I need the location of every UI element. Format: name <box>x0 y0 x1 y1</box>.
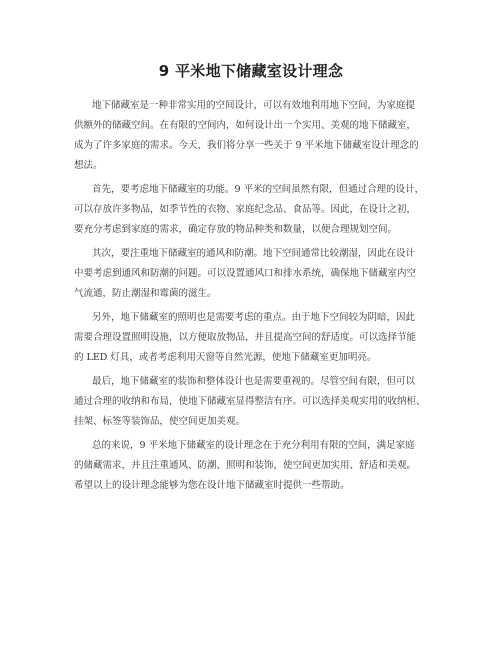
paragraph-line: 想法。 <box>74 160 103 171</box>
paragraph-line: 的 LED 灯具，或者考虑利用天窗等自然光源，使地下储藏室更加明亮。 <box>74 352 377 363</box>
paragraph-decoration <box>74 372 434 432</box>
paragraph-lighting <box>74 308 434 368</box>
paragraph-line: 中要考虑到通风和防潮的问题。可以设置通风口和排水系统，确保地下储藏室内空 <box>74 268 417 279</box>
paragraph-line: 总的来说，9 平米地下储藏室的设计理念在于充分利用有限的空间，满足家庭 <box>92 440 415 451</box>
paragraph-ventilation <box>74 244 434 304</box>
paragraph-intro <box>74 96 434 176</box>
paragraph-line: 通过合理的收纳和布局，使地下储藏室显得整洁有序。可以选择美观实用的收纳柜、 <box>74 396 426 407</box>
paragraph-line: 首先，要考虑地下储藏室的功能。9 平米的空间虽然有限，但通过合理的设计， <box>92 184 425 195</box>
paragraph-line: 要充分考虑到家庭的需求，确定存放的物品种类和数量，以便合理规划空间。 <box>74 224 398 235</box>
paragraph-line: 可以存放许多物品，如季节性的衣物、家庭纪念品、食品等。因此，在设计之初， <box>74 204 417 215</box>
document-title: 9 平米地下储藏室设计理念 <box>158 62 344 80</box>
paragraph-line: 成为了许多家庭的需求。今天，我们将分享一些关于 9 平米地下储藏室设计理念的 <box>74 140 419 151</box>
paragraph-line: 希望以上的设计理念能够为您在设计地下储藏室时提供一些帮助。 <box>74 480 350 491</box>
paragraph-line: 挂架、标签等装饰品，使空间更加美观。 <box>74 416 246 427</box>
paragraph-function <box>74 180 434 240</box>
paragraph-line: 供额外的储藏空间。在有限的空间内，如何设计出一个实用、美观的地下储藏室， <box>74 120 417 131</box>
paragraph-line: 最后，地下储藏室的装饰和整体设计也是需要重视的。尽管空间有限，但可以 <box>92 376 416 387</box>
paragraph-line: 另外，地下储藏室的照明也是需要考虑的重点。由于地下空间较为阴暗，因此 <box>92 312 416 323</box>
paragraph-line: 地下储藏室是一种非常实用的空间设计，可以有效地利用地下空间，为家庭提 <box>92 100 416 111</box>
paragraph-line: 需要合理设置照明设施，以方便取放物品，并且提高空间的舒适度。可以选择节能 <box>74 332 417 343</box>
paragraph-line: 其次，要注重地下储藏室的通风和防潮。地下空间通常比较潮湿，因此在设计 <box>92 248 416 259</box>
paragraph-line: 气流通，防止潮湿和霉菌的滋生。 <box>74 288 217 299</box>
paragraph-line: 的储藏需求，并且注重通风、防潮、照明和装饰，使空间更加实用、舒适和美观。 <box>74 460 417 471</box>
paragraph-summary <box>74 436 434 496</box>
